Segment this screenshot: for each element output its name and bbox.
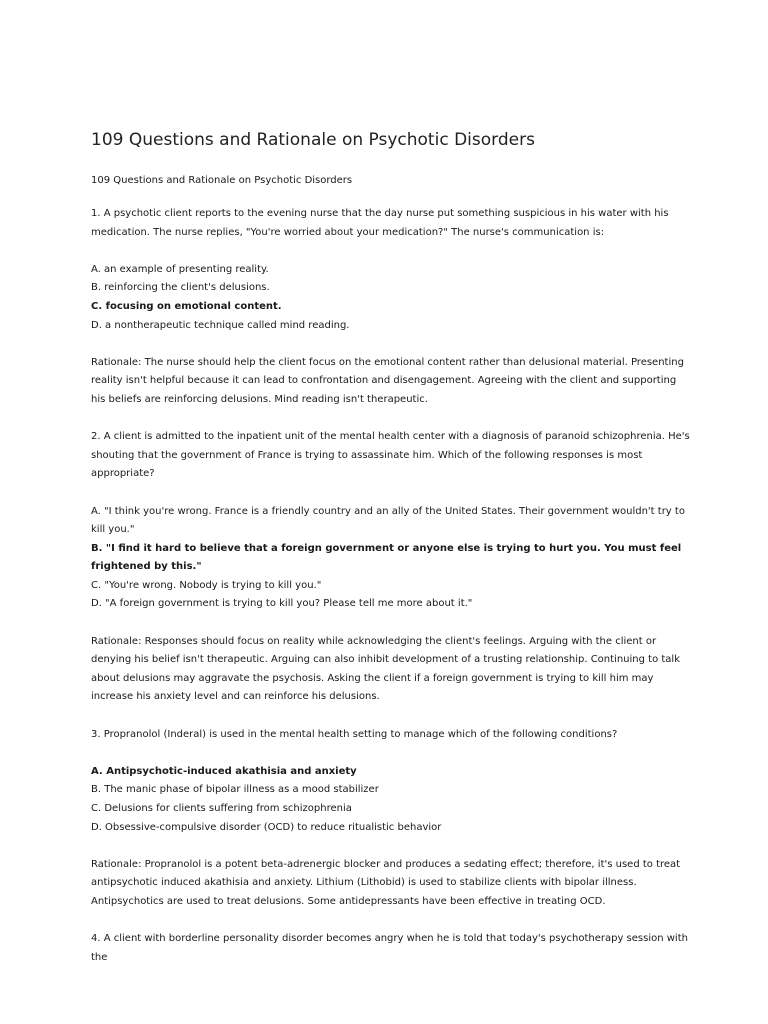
question-3-stem: 3. Propranolol (Inderal) is used in the mental health setting to manage which of the following conditions?	[91, 728, 618, 740]
question-2-option-a: A. "I think you're wrong. France is a friendly country and an ally of the United States. Their government wouldn't try to kill you."	[91, 505, 685, 536]
question-2-stem: 2. A client is admitted to the inpatient unit of the mental health center with a diagnosis of paranoid schizophrenia. He's shouting that the government of France is trying to assassinate him. Which of the following responses is most appropriate?	[91, 431, 690, 480]
question-4-stem: 4. A client with borderline personality disorder becomes angry when he is told that today's psychotherapy session with the	[91, 933, 688, 963]
question-1-option-b: B. reinforcing the client's delusions.	[91, 282, 270, 294]
question-3-option-d: D. Obsessive-compulsive disorder (OCD) to reduce ritualistic behavior	[91, 821, 442, 833]
question-1-stem: 1. A psychotic client reports to the evening nurse that the day nurse put something suspicious in his water with his medication. The nurse replies, "You're worried about your medication?" The nurse's communication is:	[91, 208, 669, 238]
question-3-option-a-correct: A. Antipsychotic-induced akathisia and anxiety	[91, 765, 357, 777]
document-title: 109 Questions and Rationale on Psychotic Disorders	[91, 130, 535, 150]
question-2-option-d: D. "A foreign government is trying to kill you? Please tell me more about it."	[91, 598, 473, 610]
question-1-rationale: Rationale: The nurse should help the client focus on the emotional content rather than delusional material. Presenting reality isn't helpful because it can lead to confrontation and disengagement. Agreeing with the client and supporting his beliefs are reinforcing delusions. Mind reading isn't therapeutic.	[91, 356, 684, 405]
question-2-rationale: Rationale: Responses should focus on reality while acknowledging the client's feelings. Arguing with the client or denying his belief isn't therapeutic. Arguing can also inhibit development of a trusting relationship. Continuing to talk about delusions may aggravate the psychosis. Asking the client if a foreign government is trying to kill him may increase his anxiety level and can reinforce his delusions.	[91, 635, 680, 703]
question-1-option-a: A. an example of presenting reality.	[91, 263, 269, 275]
question-1-option-c-correct: C. focusing on emotional content.	[91, 300, 282, 312]
question-2-option-b-correct: B. "I find it hard to believe that a foreign government or anyone else is trying to hurt you. You must feel frightened by this."	[91, 542, 682, 573]
document-body	[91, 205, 691, 967]
question-3-option-c: C. Delusions for clients suffering from schizophrenia	[91, 803, 352, 814]
question-3-option-b: B. The manic phase of bipolar illness as a mood stabilizer	[91, 784, 379, 796]
document-subtitle: 109 Questions and Rationale on Psychotic Disorders	[91, 175, 353, 186]
question-2-option-c: C. "You're wrong. Nobody is trying to kill you."	[91, 579, 322, 591]
question-3-rationale: Rationale: Propranolol is a potent beta-adrenergic blocker and produces a sedating effect; therefore, it's used to treat antipsychotic induced akathisia and anxiety. Lithium (Lithobid) is used to stabilize clients with bipolar illness. Antipsychotics are used to treat delusions. Some antidepressants have been effective in treating OCD.	[91, 858, 681, 907]
question-1-option-d: D. a nontherapeutic technique called mind reading.	[91, 319, 350, 331]
